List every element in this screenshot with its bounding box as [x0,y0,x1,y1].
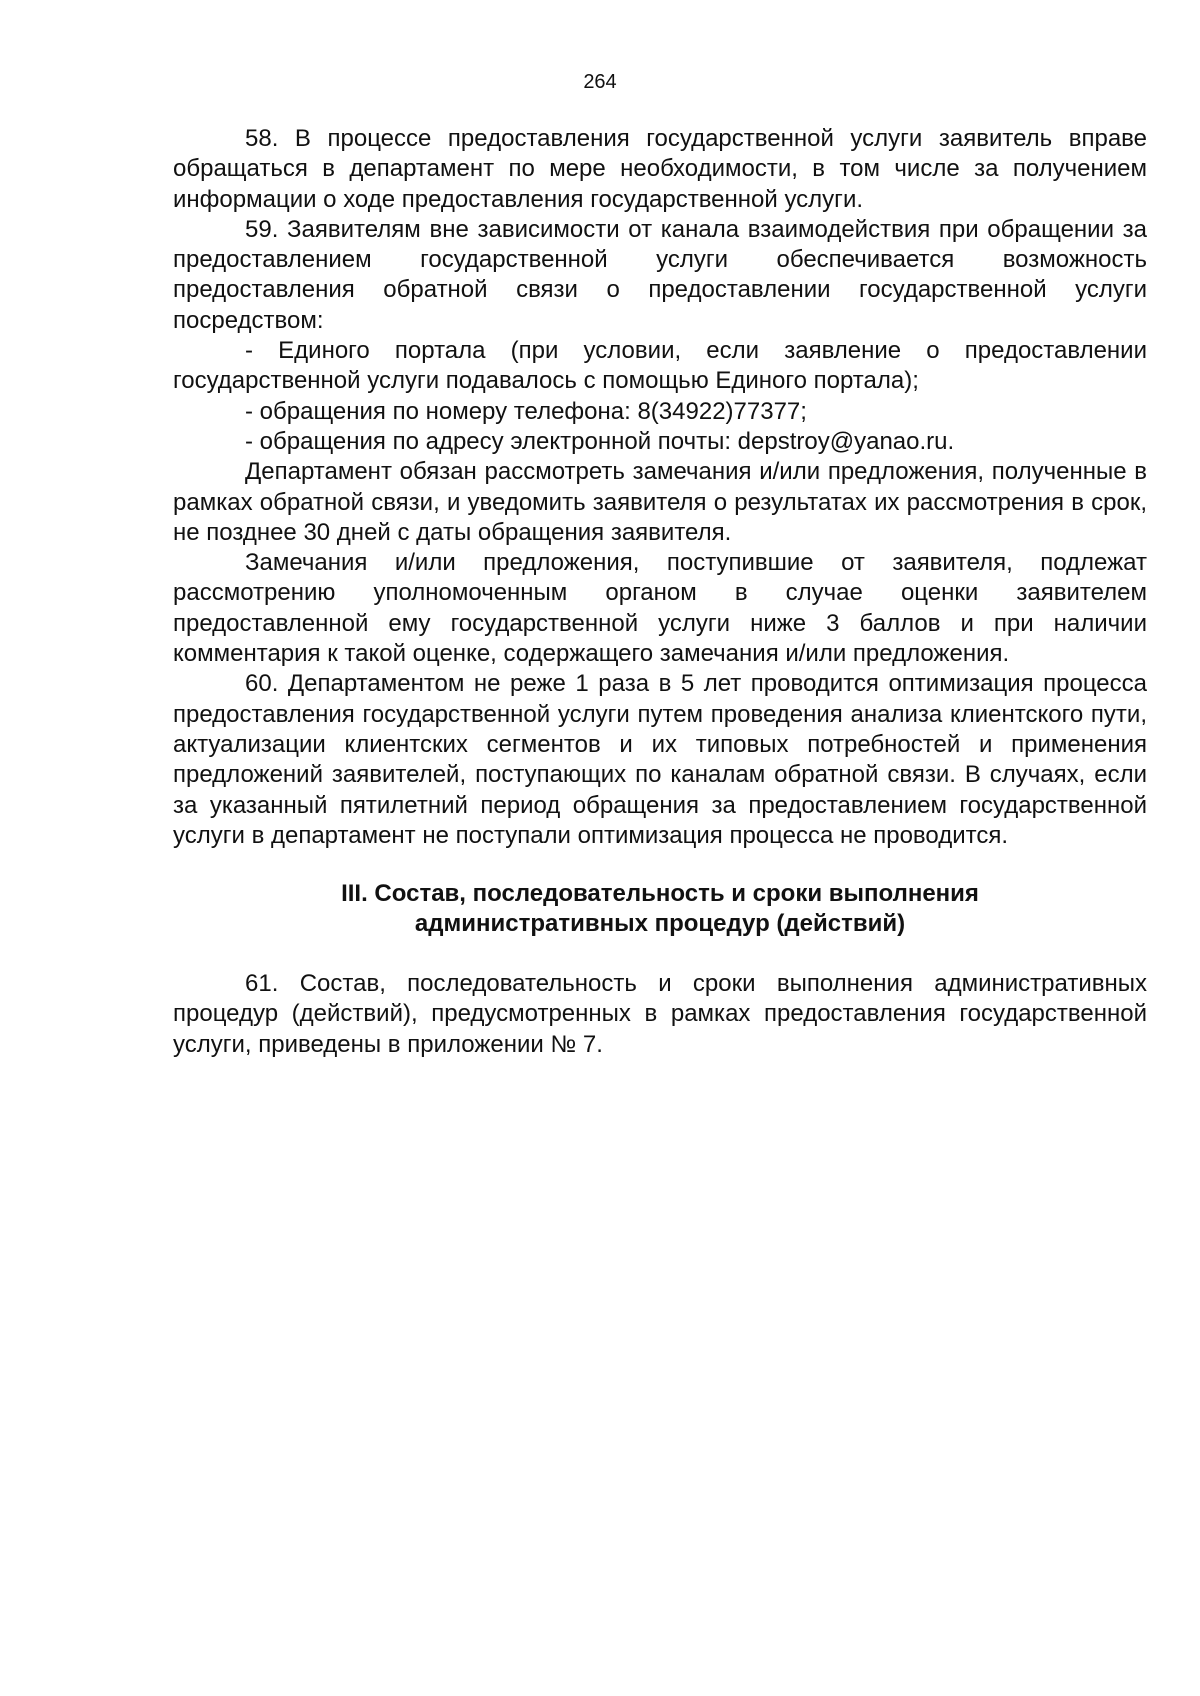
section-heading-line-2: административных процедур (действий) [414,910,906,938]
document-body [173,124,1147,1060]
paragraph-58: 58. В процессе предоставления государственной услуги заявитель вправе обращаться в департамент по мере необходимости, в том числе за получением информации о ходе предоставления государственной услуги. [173,125,1147,213]
section-heading [173,879,1147,939]
paragraph-60: 60. Департаментом не реже 1 раза в 5 лет проводится оптимизация процесса предоставления государственной услуги путем проведения анализа клиентского пути, актуализации клиентских сегментов и их типовых потребностей и применения предложений заявителей, поступающих по каналам обратной связи. В случаях, если за указанный пятилетний период обращения за предоставлением государственной услуги в департамент не поступали оптимизация процесса не проводится. [173,670,1147,849]
paragraph-59: 59. Заявителям вне зависимости от канала взаимодействия при обращении за предоставлением государственной услуги обеспечивается возможность предоставления обратной связи о предоставлении государственной услуги посредством: [173,215,1147,334]
section-heading-line-1: III. Состав, последовательность и сроки выполнения [341,880,979,908]
paragraph-department-obligation: Департамент обязан рассмотреть замечания и/или предложения, полученные в рамках обратной связи, и уведомить заявителя о результатах их рассмотрения в срок, не позднее 30 дней с даты обращения заявителя. [173,458,1147,546]
list-item-email: - обращения по адресу электронной почты: depstroy@yanao.ru. [245,427,955,455]
list-item-portal: - Единого портала (при условии, если заявление о предоставлении государственной услуги подавалось с помощью Единого портала); [173,337,1147,395]
list-item-phone: - обращения по номеру телефона: 8(34922)77377; [245,397,807,425]
page-number: 264 [583,71,617,93]
paragraph-remarks: Замечания и/или предложения, поступившие от заявителя, подлежат рассмотрению уполномоченным органом в случае оценки заявителем предоставленной ему государственной услуги ниже 3 баллов и при наличии комментария к такой оценке, содержащего замечания и/или предложения. [173,549,1147,668]
paragraph-61: 61. Состав, последовательность и сроки выполнения административных процедур (действий), предусмотренных в рамках предоставления государственной услуги, приведены в приложении № 7. [173,970,1147,1058]
